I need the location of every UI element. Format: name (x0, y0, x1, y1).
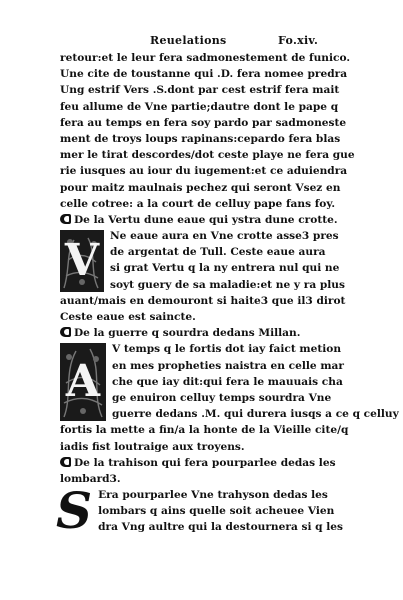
pilcrow-icon (60, 327, 71, 337)
text-line: mer le tirat descordes/dot ceste playe ne fera gue (60, 149, 355, 162)
paragraph-2 (60, 228, 356, 325)
text-line: fera au temps en fera soy pardo par sadmoneste (60, 116, 347, 129)
folio-number: Fo.xiv. (278, 34, 319, 47)
decorated-initial-a (60, 343, 106, 421)
text-line: fortis la mette a fin/a la honte de la Vieille cite/q (60, 424, 349, 437)
text-line: Ung estrif Vers .S.dont par cest estrif fera mait (60, 84, 340, 97)
paragraph-3 (60, 341, 399, 454)
paragraph-1 (60, 50, 356, 212)
heading-text: De la Vertu dune eaue qui ystra dune crotte. (74, 213, 338, 226)
text-line: ge enuiron celluy temps sourdra Vne (112, 391, 332, 404)
initial-letter: V (64, 234, 100, 286)
text-line: Era pourparlee Vne trahyson dedas les (98, 489, 328, 502)
text-line: en mes propheties naistra en celle mar (112, 359, 344, 372)
calligraphic-initial: S (56, 481, 93, 541)
text-line: che que iay dit:qui fera le mauuais cha (112, 375, 343, 388)
text-line: guerre dedans .M. qui durera iusqs a ce q celluy (112, 408, 399, 421)
text-line: Ne eaue aura en Vne crotte asse3 pres (110, 230, 339, 243)
text-line: V temps q le fortis dot iay faict metion (112, 343, 342, 356)
text-block (56, 50, 399, 541)
text-line: feu allume de Vne partie;dautre dont le pape q (60, 100, 339, 113)
paragraph-4 (56, 481, 356, 541)
section-heading-war (60, 325, 356, 341)
section-heading-treason (60, 455, 356, 471)
decorated-initial-v (60, 230, 104, 292)
heading-continuation: lombard3. (60, 472, 121, 485)
text-line: soyt guery de sa maladie:et ne y ra plus (110, 278, 345, 291)
text-line: celle cotree: a la court de celluy pape fans foy. (60, 197, 336, 210)
running-title: Reuelations (150, 34, 227, 47)
text-line: de argentat de Tull. Ceste eaue aura (110, 246, 326, 259)
text-line: lombars q ains quelle soit acheuee Vien (98, 505, 335, 518)
initial-letter: A (65, 356, 101, 408)
text-line: iadis fist loutraige aux troyens. (60, 440, 245, 453)
text-line: ment de troys loups rapinans:cepardo fera blas (60, 132, 341, 145)
text-line: auant/mais en demouront si haite3 que il3 dirot (60, 294, 346, 307)
pilcrow-icon (60, 214, 71, 224)
pilcrow-icon (60, 457, 71, 467)
text-line: retour:et le leur fera sadmonestement de funico. (60, 52, 351, 64)
text-line: si grat Vertu q la ny entrera nul qui ne (110, 262, 340, 275)
text-line: Ceste eaue est saincte. (60, 311, 196, 323)
heading-text: De la trahison qui fera pourparlee dedas les (74, 456, 336, 469)
section-heading-water (60, 212, 356, 228)
text-line: dra Vng aultre qui la destournera si q les (98, 521, 343, 534)
text-line: rie iusques au iour du iugement:et ce aduiendra (60, 165, 348, 178)
text-line: Une cite de toustanne qui .D. fera nomee predra (60, 68, 348, 81)
heading-text: De la guerre q sourdra dedans Millan. (74, 327, 301, 340)
text-line: pour maitz maulnais pechez qui seront Vsez en (60, 181, 341, 194)
